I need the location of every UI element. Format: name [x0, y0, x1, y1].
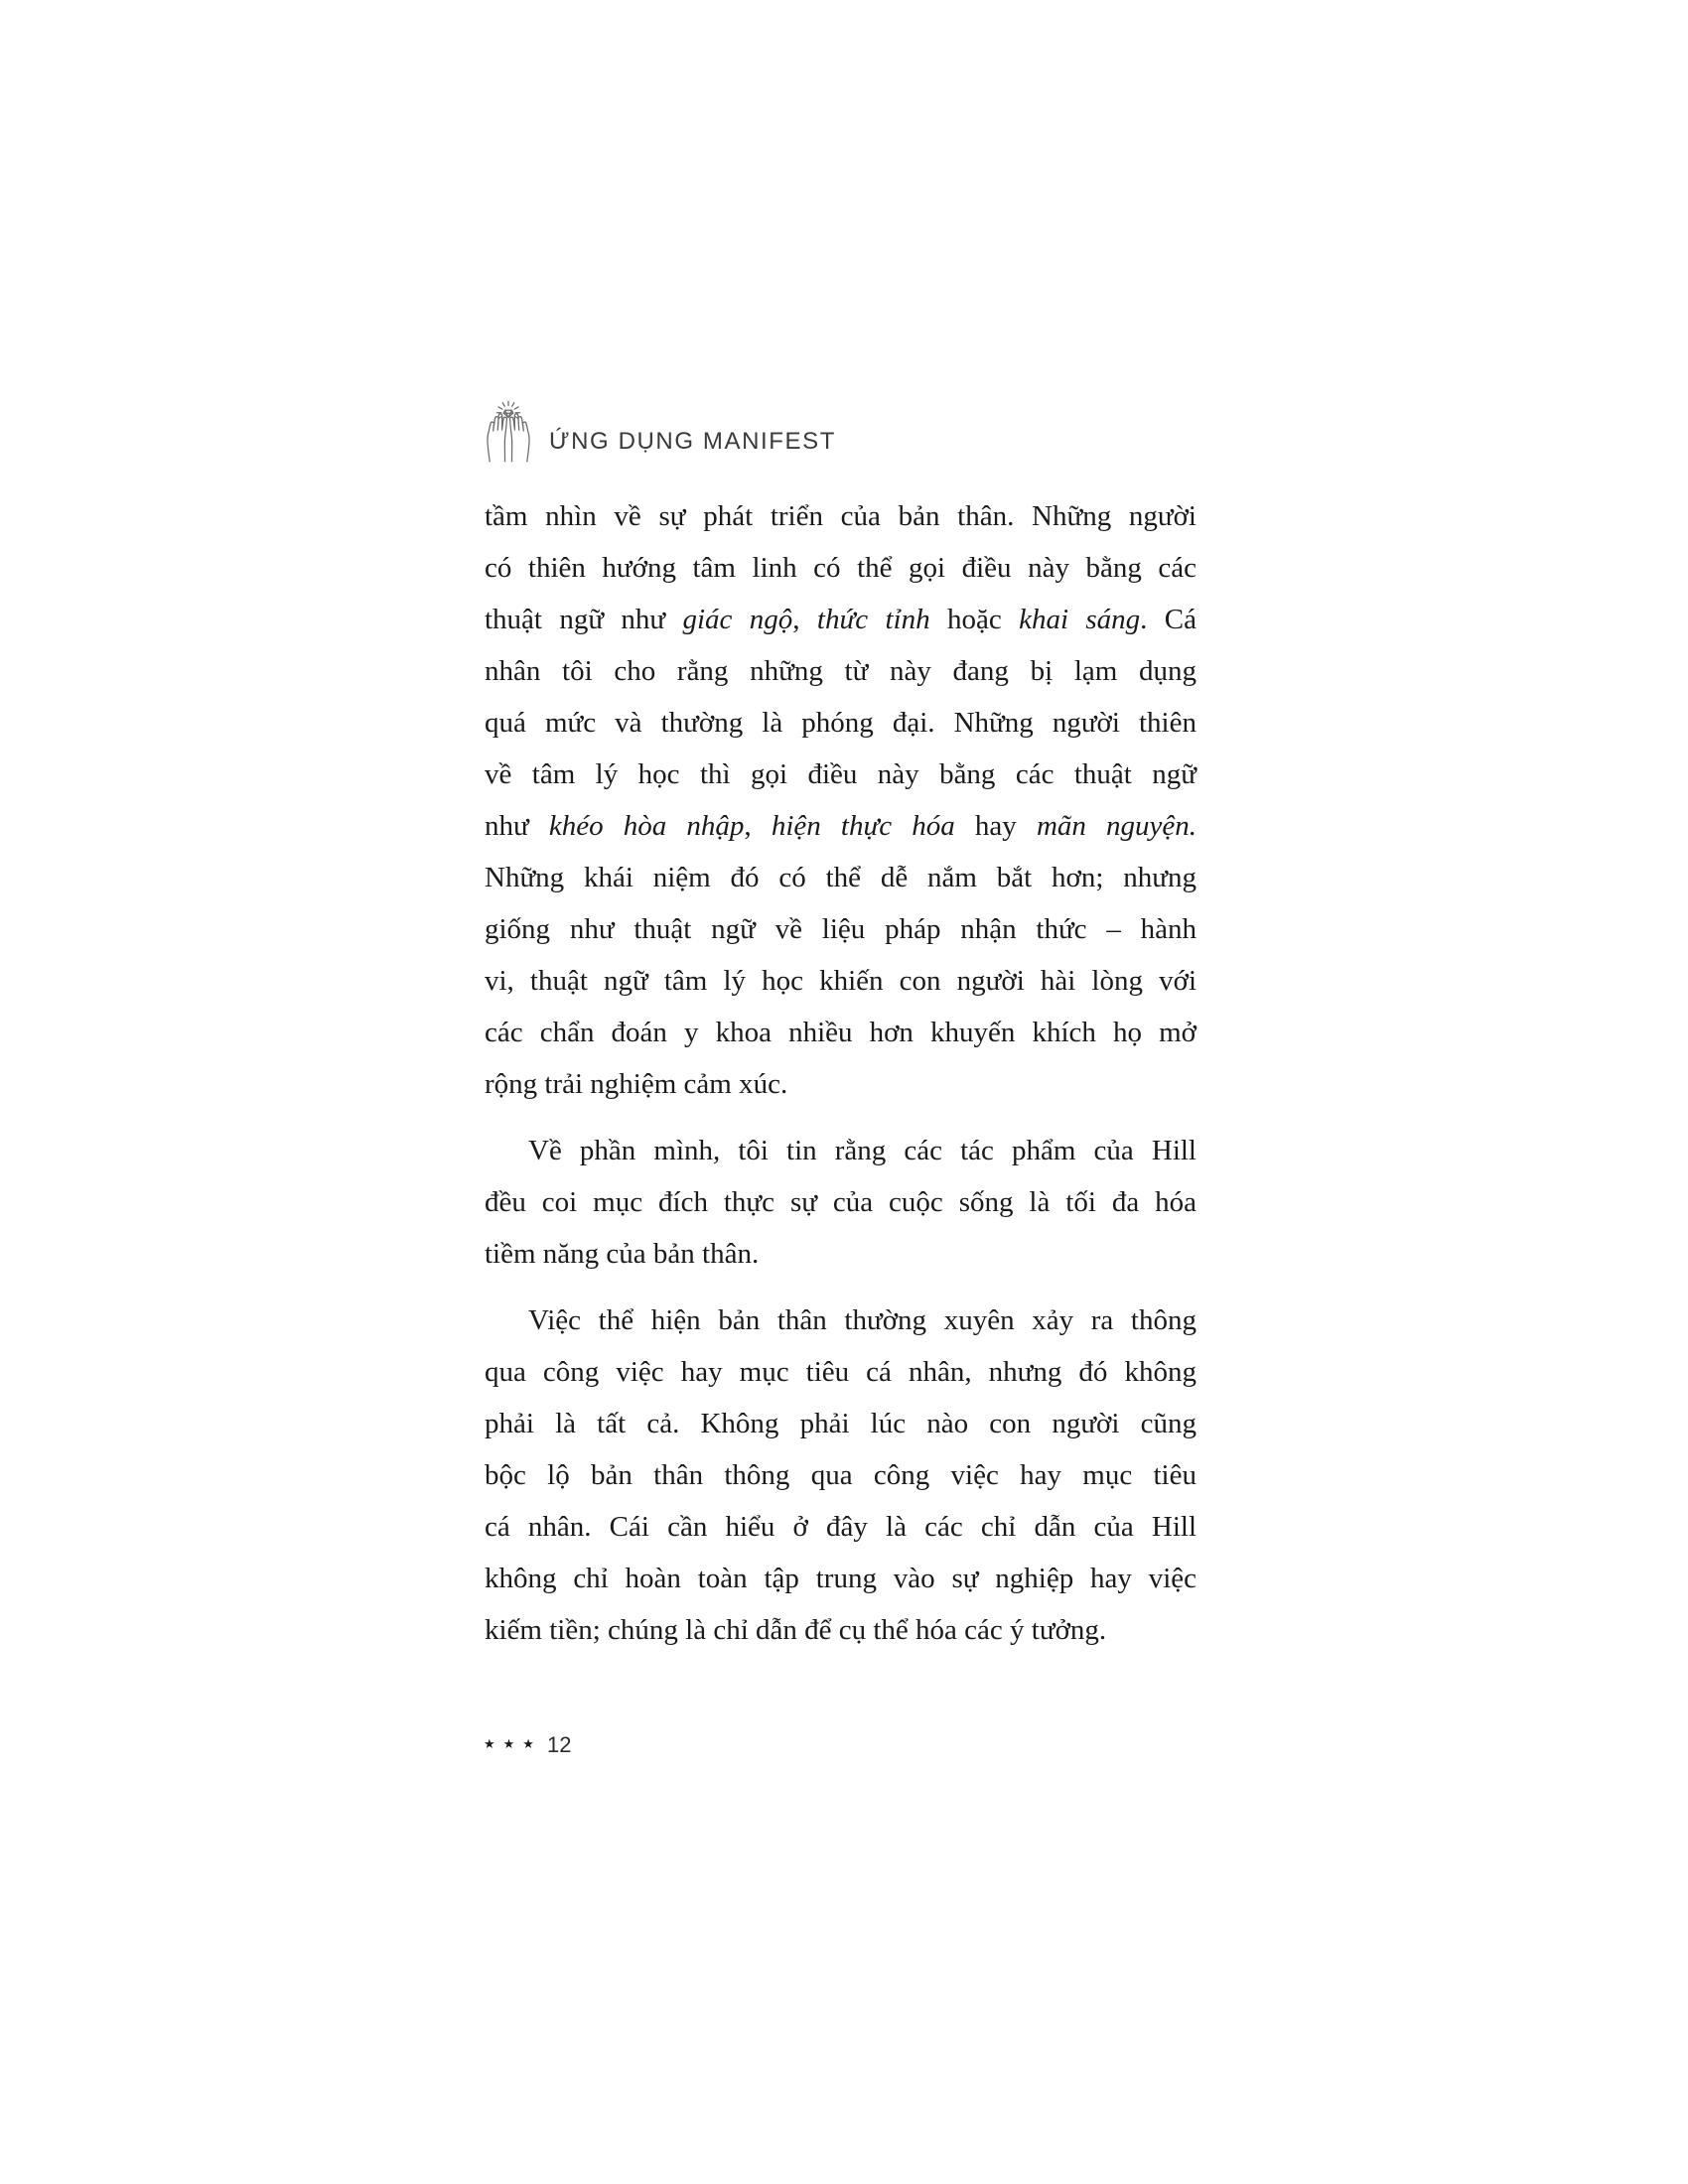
text-line: giống như thuật ngữ về liệu pháp nhận thức – hành [485, 913, 1196, 945]
text-line: tầm nhìn về sự phát triển của bản thân. Những người [485, 500, 1196, 532]
text-line: không chỉ hoàn toàn tập trung vào sự nghiệp hay việc [485, 1563, 1196, 1594]
text-line: vi, thuật ngữ tâm lý học khiến con người hài lòng với [485, 965, 1196, 997]
chapter-header [482, 400, 899, 470]
text-line: nhân tôi cho rằng những từ này đang bị lạm dụng [485, 655, 1196, 687]
chapter-title: ỨNG DỤNG MANIFEST [549, 428, 837, 455]
text-line: có thiên hướng tâm linh có thể gọi điều này bằng các [485, 552, 1196, 584]
page-footer [484, 1731, 571, 1759]
footer-stars-icon: ★★★ [484, 1737, 542, 1752]
text-line: về tâm lý học thì gọi điều này bằng các thuật ngữ [485, 758, 1196, 790]
text-line: đều coi mục đích thực sự của cuộc sống là tối đa hóa [485, 1186, 1196, 1218]
paragraph [485, 1125, 1196, 1280]
text-line: cá nhân. Cái cần hiểu ở đây là các chỉ dẫn của Hill [485, 1511, 1196, 1543]
text-line: tiềm năng của bản thân. [485, 1238, 760, 1270]
body-text [485, 490, 1196, 1656]
paragraph [485, 1295, 1196, 1656]
text-line: qua công việc hay mục tiêu cá nhân, nhưng đó không [485, 1356, 1196, 1388]
text-line: kiếm tiền; chúng là chỉ dẫn để cụ thể hóa các ý tưởng. [485, 1614, 1107, 1646]
text-line: quá mức và thường là phóng đại. Những người thiên [485, 707, 1196, 739]
text-line: Những khái niệm đó có thể dễ nắm bắt hơn; nhưng [485, 862, 1196, 893]
text-line: như khéo hòa nhập, hiện thực hóa hay mãn nguyện. [485, 810, 1197, 842]
text-line: phải là tất cả. Không phải lúc nào con người cũng [485, 1408, 1196, 1439]
text-line: các chẩn đoán y khoa nhiều hơn khuyến khích họ mở [485, 1017, 1196, 1048]
text-line: Việc thể hiện bản thân thường xuyên xảy ra thông [528, 1304, 1196, 1336]
paragraph [485, 490, 1196, 1110]
text-line: rộng trải nghiệm cảm xúc. [485, 1068, 788, 1100]
text-line: Về phần mình, tôi tin rằng các tác phẩm của Hill [528, 1135, 1196, 1166]
page-number: 12 [546, 1732, 572, 1757]
text-line: bộc lộ bản thân thông qua công việc hay mục tiêu [485, 1459, 1196, 1491]
text-line: thuật ngữ như giác ngộ, thức tỉnh hoặc khai sáng. Cá [485, 604, 1196, 635]
hands-sparkle-icon [482, 400, 535, 464]
